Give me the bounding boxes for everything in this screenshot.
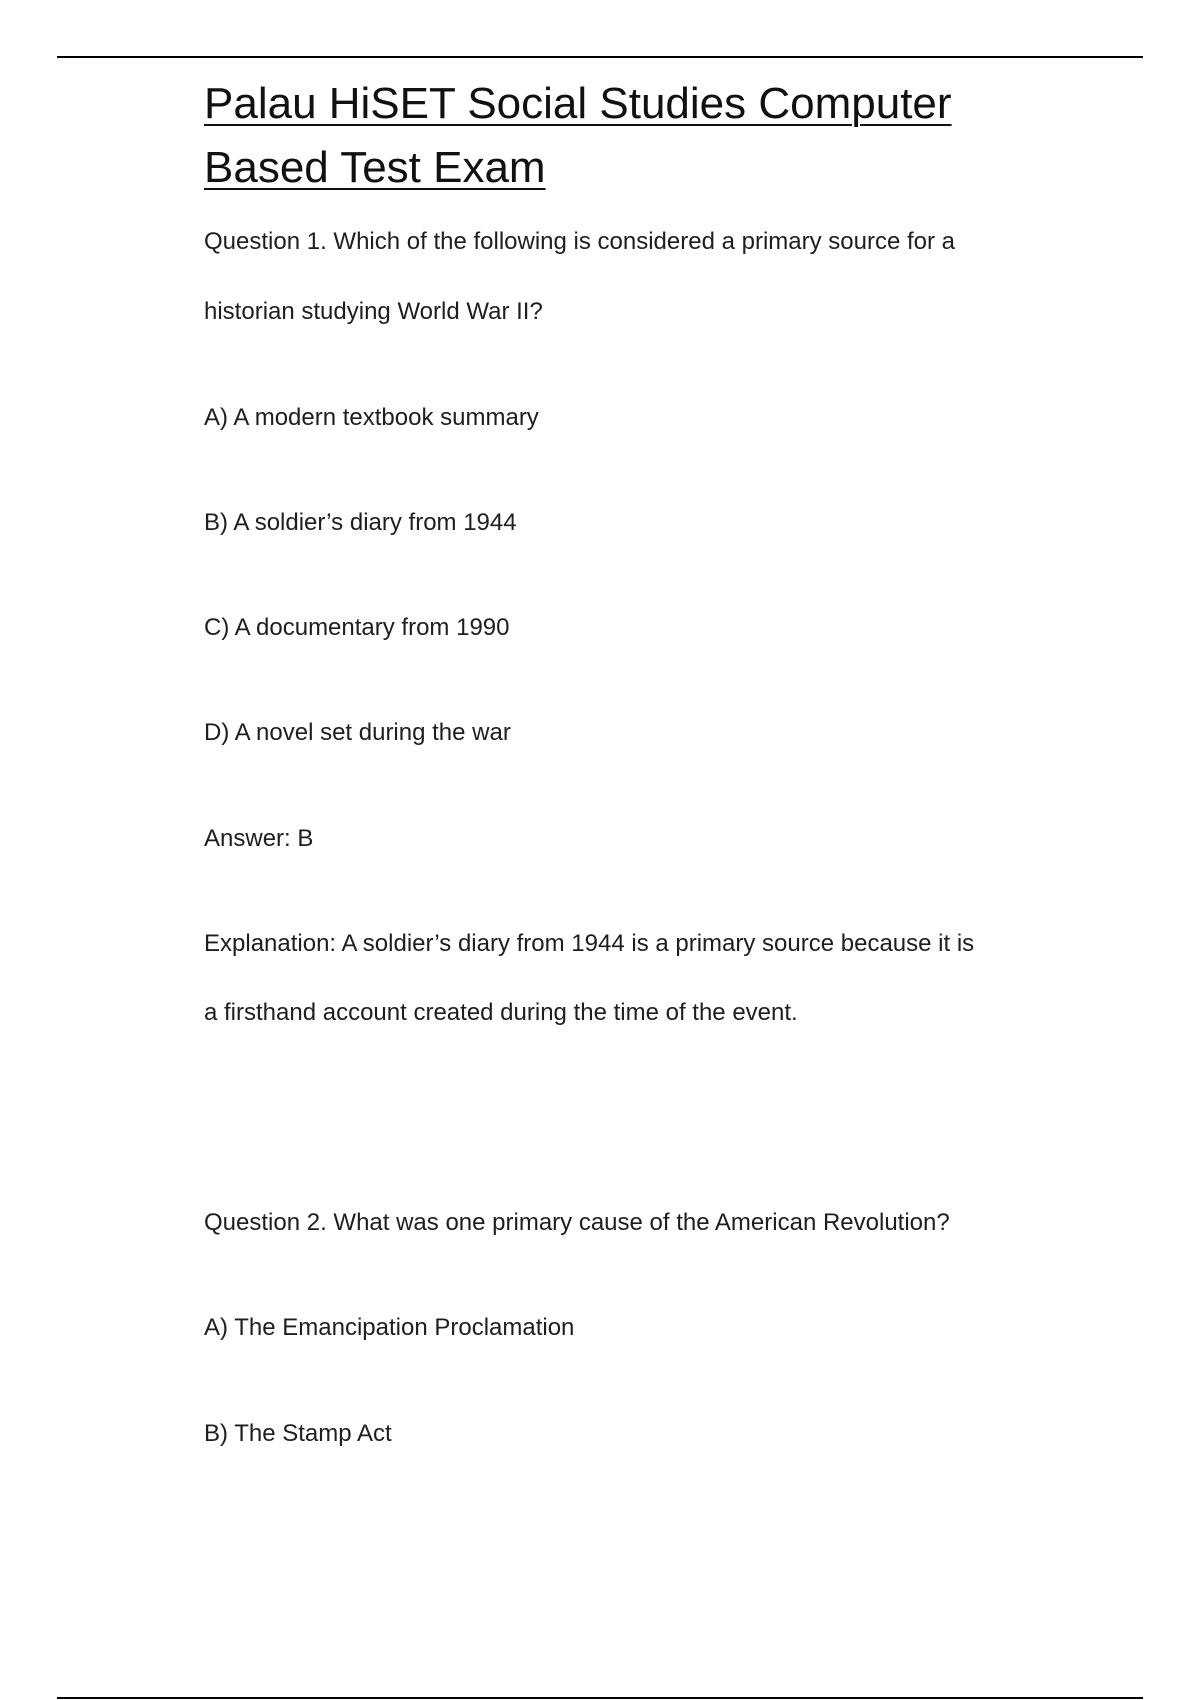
question-1-explanation-line-1: Explanation: A soldier’s diary from 1944 is a primary source because it is [204, 930, 975, 957]
question-1-option-b: B) A soldier’s diary from 1944 [204, 509, 517, 536]
question-2-option-b: B) The Stamp Act [204, 1420, 392, 1447]
document-title: Palau HiSET Social Studies Computer Based Test Exam [204, 79, 952, 192]
question-2-text-line-1: Question 2. What was one primary cause of the American Revolution? [204, 1209, 950, 1236]
top-rule [57, 56, 1143, 58]
question-1-explanation-line-2: a firsthand account created during the time of the event. [204, 999, 798, 1026]
question-1-option-a: A) A modern textbook summary [204, 404, 539, 431]
question-1-text-line-2: historian studying World War II? [204, 298, 543, 325]
question-1-answer: Answer: B [204, 825, 314, 852]
question-1-option-c: C) A documentary from 1990 [204, 614, 510, 641]
bottom-rule [57, 1697, 1143, 1699]
question-2-option-a: A) The Emancipation Proclamation [204, 1314, 575, 1341]
question-1-text-line-1: Question 1. Which of the following is considered a primary source for a [204, 228, 956, 255]
question-1-option-d: D) A novel set during the war [204, 719, 511, 746]
